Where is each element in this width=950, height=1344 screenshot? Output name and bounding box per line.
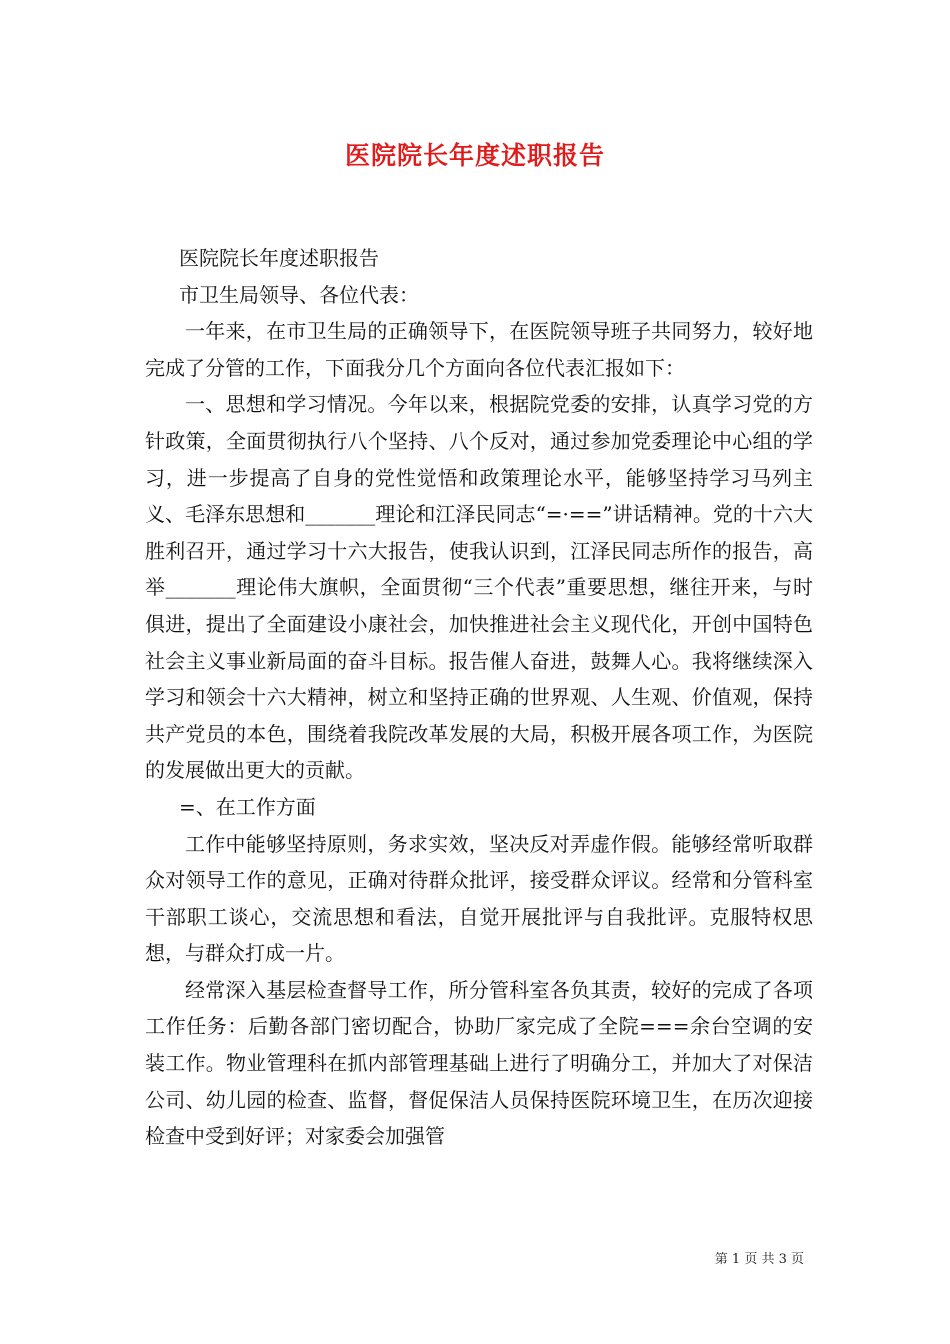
paragraph-section-2-heading: =、在工作方面: [179, 794, 316, 819]
paragraph-salutation: 市卫生局领导、各位代表：: [179, 282, 419, 307]
document-title: 医院院长年度述职报告: [344, 141, 605, 170]
paragraph-work-1: 工作中能够坚持原则，务求实效，坚决反对弄虚作假。能够经常听取群众对领导工作的意见，正确对待群众批评，接受群众评议。经常和分管科室干部职工谈心，交流思想和看法，自觉开展批评与自我批评。克服特权思想，与群众打成一片。: [145, 831, 813, 966]
paragraph-intro: 一年来，在市卫生局的正确领导下，在医院领导班子共同努力，较好地完成了分管的工作，下面我分几个方面向各位代表汇报如下：: [145, 319, 813, 380]
paragraph-work-2: 经常深入基层检查督导工作，所分管科室各负其责，较好的完成了各项工作任务：后勤各部门密切配合，协助厂家完成了全院===余台空调的安装工作。物业管理科在抓内部管理基础上进行了明确分工，并加大了对保洁公司、幼儿园的检查、监督，督促保洁人员保持医院环境卫生，在历次迎接检查中受到好评；对家委会加强管: [145, 977, 813, 1149]
page-number: 第 1 页 共 3 页: [714, 1252, 804, 1267]
paragraph-heading: 医院院长年度述职报告: [179, 246, 379, 270]
paragraph-section-1: 一、思想和学习情况。今年以来，根据院党委的安排，认真学习党的方针政策，全面贯彻执行八个坚持、八个反对，通过参加党委理论中心组的学习，进一步提高了自身的党性觉悟和政策理论水平，能够坚持学习马列主义、毛泽东思想和_______理论和江泽民同志“=·==”讲话精神。党的十六大胜利召开，通过学习十六大报告，使我认识到，江泽民同志所作的报告，高举_______理论伟大旗帜，全面贯彻“三个代表”重要思想，继往开来，与时俱进，提出了全面建设小康社会，加快推进社会主义现代化，开创中国特色社会主义事业新局面的奋斗目标。报告催人奋进，鼓舞人心。我将继续深入学习和领会十六大精神，树立和坚持正确的世界观、人生观、价值观，保持共产党员的本色，围绕着我院改革发展的大局，积极开展各项工作，为医院的发展做出更大的贡献。: [145, 392, 813, 783]
document-body: [145, 240, 813, 1155]
